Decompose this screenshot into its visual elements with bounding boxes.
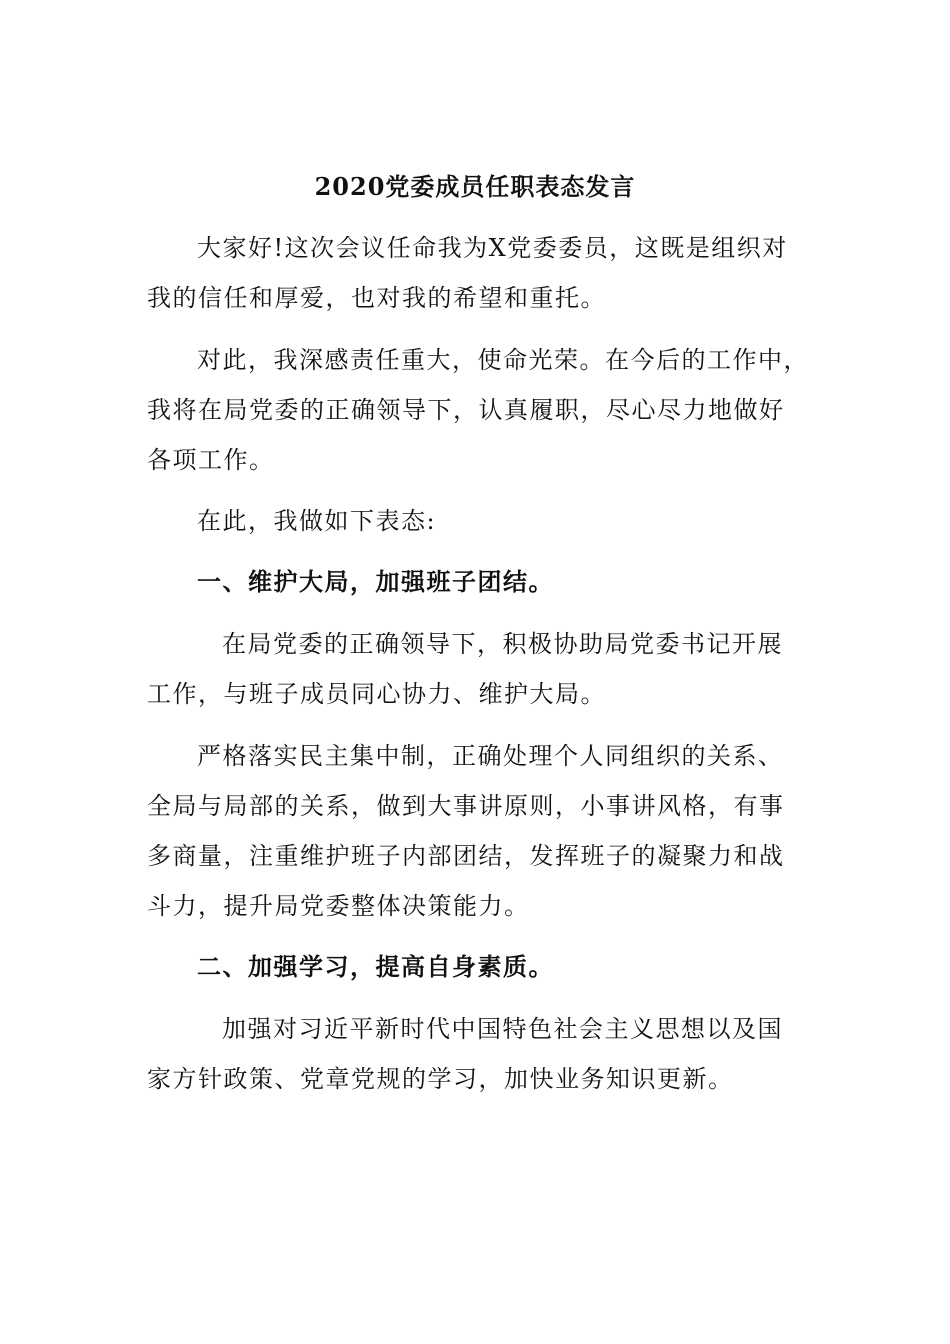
paragraph-line: 我将在局党委的正确领导下，认真履职，尽心尽力地做好: [147, 396, 785, 424]
section-heading-2: [147, 942, 807, 992]
paragraph-line: 严格落实民主集中制，正确处理个人同组织的关系、: [197, 742, 784, 770]
paragraph-line: 我的信任和厚爱，也对我的希望和重托。: [147, 284, 606, 312]
paragraph-line: 加强对习近平新时代中国特色社会主义思想以及国: [222, 1015, 783, 1043]
paragraph-line: 斗力，提升局党委整体决策能力。: [147, 892, 530, 920]
paragraph-line: 对此，我深感责任重大，使命光荣。在今后的工作中，: [197, 346, 809, 374]
paragraph-line: 多商量，注重维护班子内部团结，发挥班子的凝聚力和战: [147, 842, 785, 870]
paragraph-greeting: [147, 223, 807, 323]
paragraph-statement-intro: [147, 496, 807, 546]
section-heading-1: [147, 557, 807, 607]
paragraph-line: 在局党委的正确领导下，积极协助局党委书记开展: [222, 630, 783, 658]
paragraph-support-leadership: [147, 619, 807, 719]
paragraph-study: [147, 1004, 807, 1104]
paragraph-responsibility: [147, 335, 807, 485]
heading-line: 一、维护大局，加强班子团结。: [197, 567, 554, 596]
paragraph-democratic-centralism: [147, 731, 807, 931]
paragraph-line: 工作，与班子成员同心协力、维护大局。: [147, 680, 606, 708]
paragraph-line: 大家好!这次会议任命我为X党委委员，这既是组织对: [197, 234, 788, 262]
paragraph-line: 全局与局部的关系，做到大事讲原则，小事讲风格，有事: [147, 792, 785, 820]
paragraph-line: 各项工作。: [147, 446, 275, 474]
paragraph-line: 在此，我做如下表态:: [197, 507, 437, 535]
paragraph-line: 家方针政策、党章党规的学习，加快业务知识更新。: [147, 1065, 734, 1093]
heading-line: 二、加强学习，提高自身素质。: [197, 952, 554, 981]
document-title: 2020党委成员任职表态发言: [314, 172, 636, 201]
